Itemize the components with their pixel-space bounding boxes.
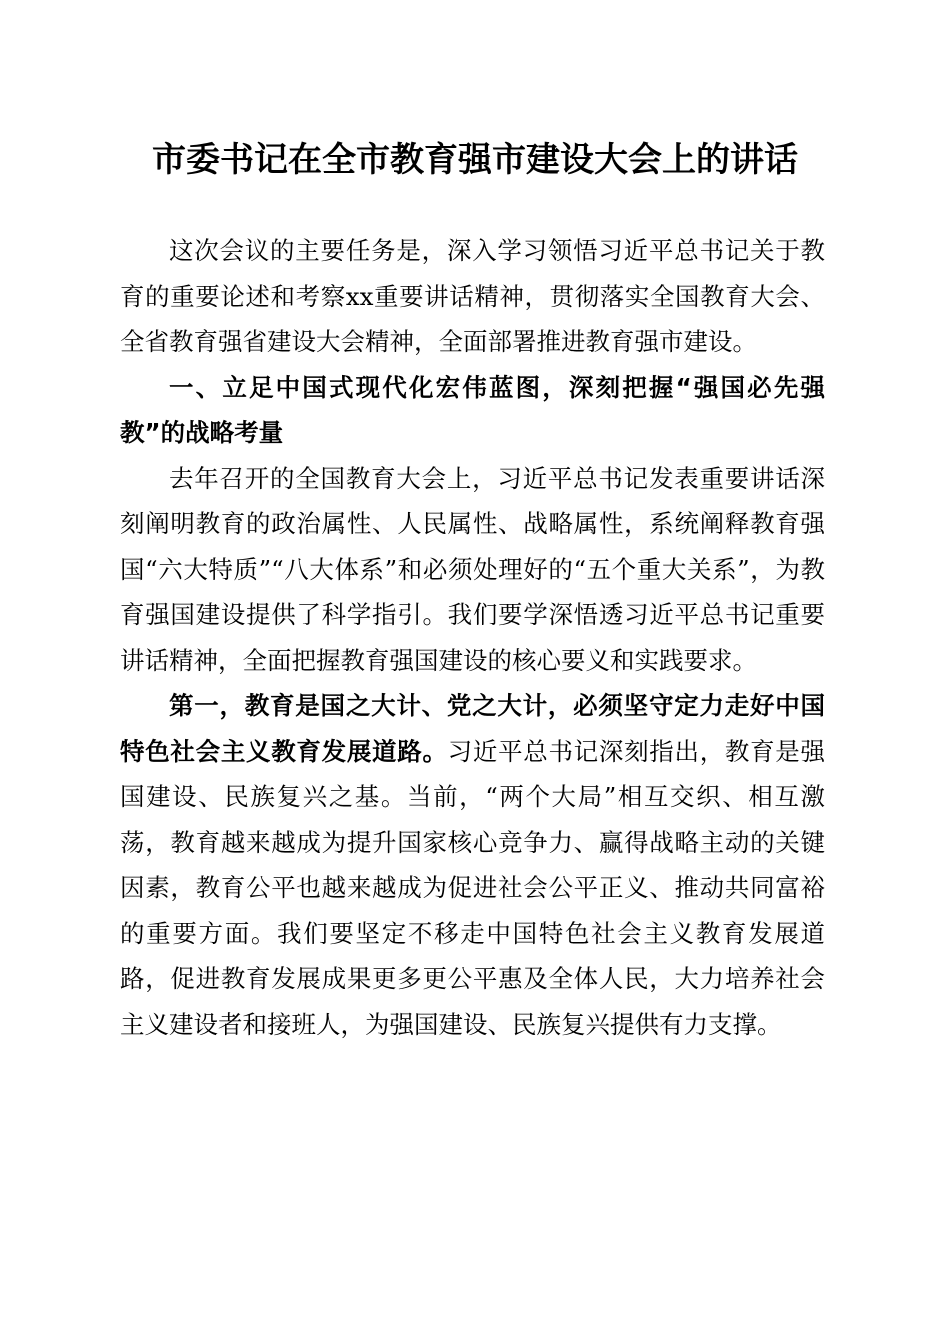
point-paragraph-1 <box>120 683 825 1047</box>
point-lead-1: 第一，教育是国之大计、党之大计，必须坚守定力走好中国特色社会主义教育发展道路。 <box>120 691 825 766</box>
section-heading-1: 一、立足中国式现代化宏伟蓝图，深刻把握“强国必先强教”的战略考量 <box>120 372 825 447</box>
document-body <box>120 228 825 1047</box>
document-title: 市委书记在全市教育强市建设大会上的讲话 <box>152 140 798 180</box>
section-paragraph-1: 去年召开的全国教育大会上，习近平总书记发表重要讲话深刻阐明教育的政治属性、人民属性、战略属性，系统阐释教育强国“六大特质”“八大体系”和必须处理好的“五个重大关系”，为教育强国建设提供了科学指引。我们要学深悟透习近平总书记重要讲话精神，全面把握教育强国建设的核心要义和实践要求。 <box>120 463 825 675</box>
intro-paragraph: 这次会议的主要任务是，深入学习领悟习近平总书记关于教育的重要论述和考察xx重要讲话精神，贯彻落实全国教育大会、全省教育强省建设大会精神，全面部署推进教育强市建设。 <box>120 236 825 356</box>
point-text-1: 习近平总书记深刻指出，教育是强国建设、民族复兴之基。当前，“两个大局”相互交织、相互激荡，教育越来越成为提升国家核心竞争力、赢得战略主动的关键因素，教育公平也越来越成为促进社会公平正义、推动共同富裕的重要方面。我们要坚定不移走中国特色社会主义教育发展道路，促进教育发展成果更多更公平惠及全体人民，大力培养社会主义建设者和接班人，为强国建设、民族复兴提供有力支撑。 <box>120 736 826 1039</box>
